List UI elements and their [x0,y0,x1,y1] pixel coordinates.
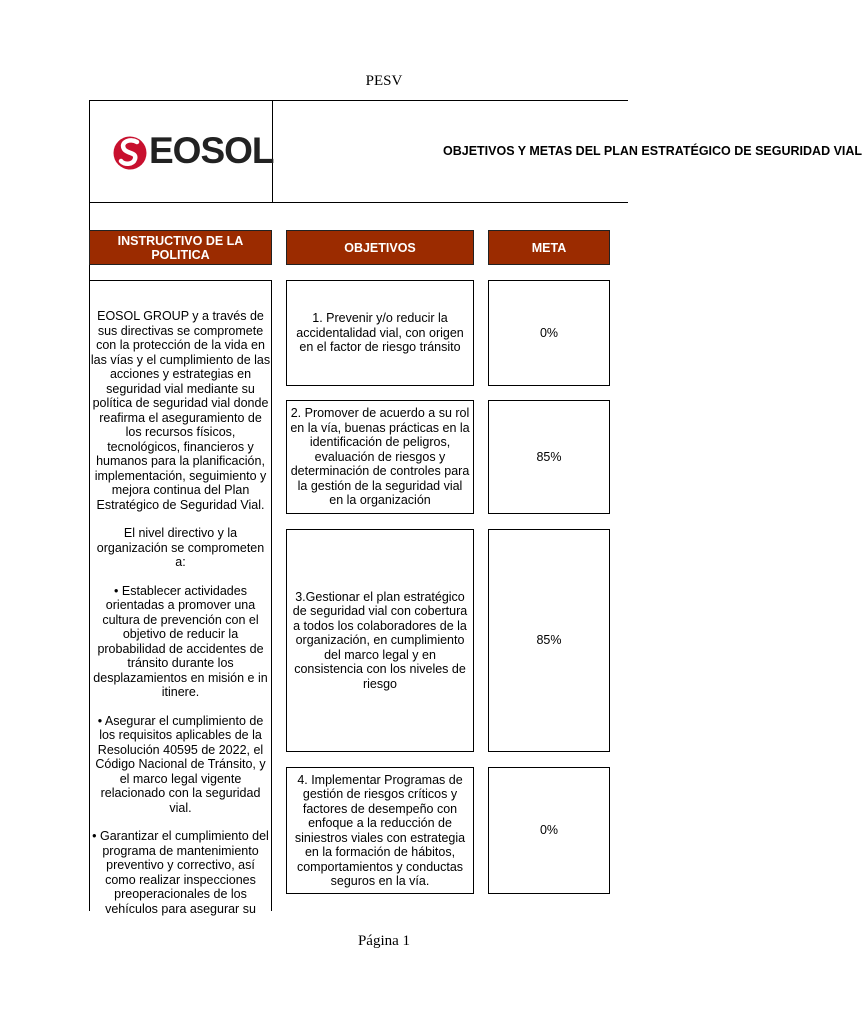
goal-4-cell [488,767,610,894]
objectives-column-header: OBJETIVOS [286,230,474,265]
goal-3-cell [488,529,610,752]
policy-paragraph: EOSOL GROUP y a través de sus directivas se compromete con la protección de la vida en las vías y el cumplimiento de las acciones y estrategias en seguridad vial mediante su política de seguridad vial donde reafirma el aseguramiento de los recursos físicos, tecnológicos, financieros y humanos para la planificación, implementación, seguimiento y mejora continua del Plan Estratégico de Seguridad Vial. [90,309,271,512]
goal-2-cell [488,400,610,514]
objective-2-text: 2. Promover de acuerdo a su rol en la vía, buenas prácticas en la identificación de peligros, evaluación de riesgos y determinación de controles para la gestión de la seguridad vial en la organización [290,406,470,508]
policy-paragraph: El nivel directivo y la organización se comprometen a: [96,526,265,569]
goal-3-value: 85% [536,633,562,648]
objective-4-text: 4. Implementar Programas de gestión de riesgos críticos y factores de desempeño con enfoque a la reducción de siniestros viales con estrategia en la formación de hábitos, comportamientos y conductas seguros en la vía. [294,772,466,888]
objective-3-text: 3.Gestionar el plan estratégico de seguridad vial con cobertura a todos los colaboradores de la organización, en cumplimiento del marco legal y en consistencia con los niveles de riesgo [292,589,468,691]
policy-paragraph: • Garantizar el cumplimiento del programa de mantenimiento preventivo y correctivo, así como realizar inspecciones preoperacionales de los vehículos para asegurar su [92,829,269,916]
goal-column-header: META [488,230,610,265]
goal-1-value: 0% [539,325,559,340]
objective-3-cell [286,529,474,752]
goal-4-value: 0% [539,823,559,838]
page-number: Página 1 [357,933,411,949]
table-border-header-bottom [89,202,628,203]
goal-1-cell [488,280,610,386]
company-logo [113,130,274,173]
policy-paragraph: • Asegurar el cumplimiento de los requisitos aplicables de la Resolución 40595 de 2022, el Código Nacional de Tránsito, y el marco legal vigente relacionado con la seguridad vial. [95,713,266,815]
policy-text-cell [89,280,272,916]
eosol-s-logo-icon [113,133,147,173]
table-border-top [89,100,628,101]
goal-2-value: 85% [536,449,562,464]
objective-2-cell [286,400,474,514]
logo-text: EOSOL [149,130,274,171]
objective-1-cell [286,280,474,386]
page-header: PESV [365,73,403,89]
policy-paragraph: • Establecer actividades orientadas a promover una cultura de prevención con el objetivo de reducir la probabilidad de accidentes de tránsito durante los desplazamientos en misión e in itinere. [93,583,268,699]
objective-4-cell [286,767,474,894]
document-title: OBJETIVOS Y METAS DEL PLAN ESTRATÉGICO DE SEGURIDAD VIAL [443,144,862,158]
table-border-left [89,100,90,203]
policy-column-header: INSTRUCTIVO DE LA POLITICA [89,230,272,265]
objective-1-text: 1. Prevenir y/o reducir la accidentalidad vial, con origen en el factor de riesgo tránsito [296,311,464,355]
